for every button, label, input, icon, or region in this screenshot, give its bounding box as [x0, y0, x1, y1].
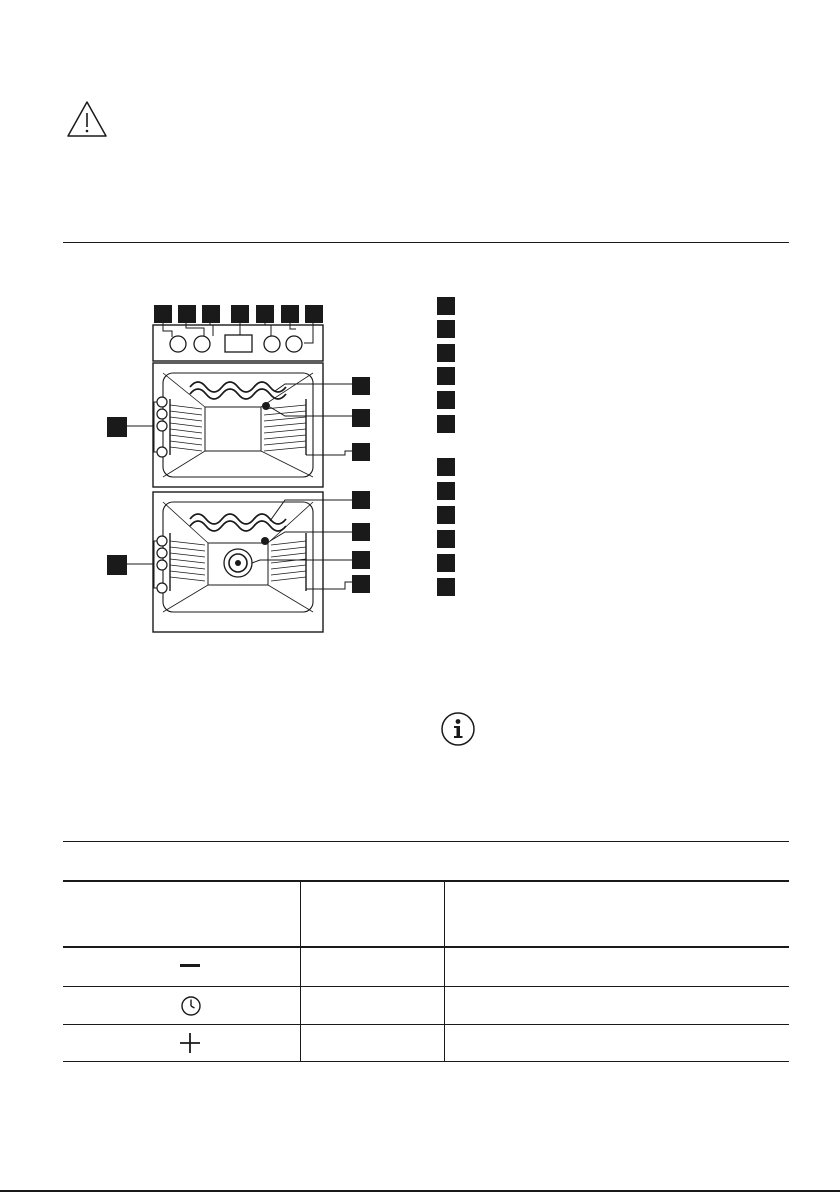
section-divider: [63, 841, 789, 842]
callout-badge: [352, 491, 370, 509]
table-row: [63, 948, 789, 986]
legend-marker: [437, 297, 455, 315]
legend-marker: [437, 578, 455, 596]
table-row: [63, 1025, 789, 1061]
legend-marker: [437, 415, 455, 433]
callout-badge: [202, 305, 220, 323]
minus-icon[interactable]: [180, 964, 200, 967]
callout-badge: [352, 409, 370, 427]
legend-marker: [437, 391, 455, 409]
legend-marker: [437, 554, 455, 572]
callout-badge: [352, 523, 370, 541]
legend-marker: [437, 320, 455, 338]
callout-badge: [305, 305, 323, 323]
callout-badge: [256, 305, 274, 323]
callout-badge: [352, 443, 370, 461]
legend-marker: [437, 344, 455, 362]
legend-marker: [437, 482, 455, 500]
warning-triangle-icon: [66, 100, 108, 138]
legend-marker: [437, 367, 455, 385]
callout-badge: [107, 555, 127, 575]
table-top-border: [63, 880, 789, 882]
legend-marker: [437, 506, 455, 524]
callout-badge: [231, 305, 249, 323]
info-circle-icon: [440, 711, 476, 747]
callout-badge: [352, 575, 370, 593]
callout-badge: [352, 377, 370, 395]
table-row: [63, 987, 789, 1024]
callout-badge: [154, 305, 172, 323]
callout-badge: [178, 305, 196, 323]
callout-badge: [107, 417, 127, 437]
legend-marker: [437, 458, 455, 476]
clock-icon[interactable]: [180, 995, 202, 1017]
oven-diagram: [100, 295, 390, 640]
legend-marker: [437, 530, 455, 548]
section-divider: [63, 242, 789, 243]
callout-badge: [352, 551, 370, 569]
table-bottom-border: [63, 1061, 789, 1062]
plus-icon[interactable]: [179, 1032, 201, 1054]
callout-badge: [281, 305, 299, 323]
